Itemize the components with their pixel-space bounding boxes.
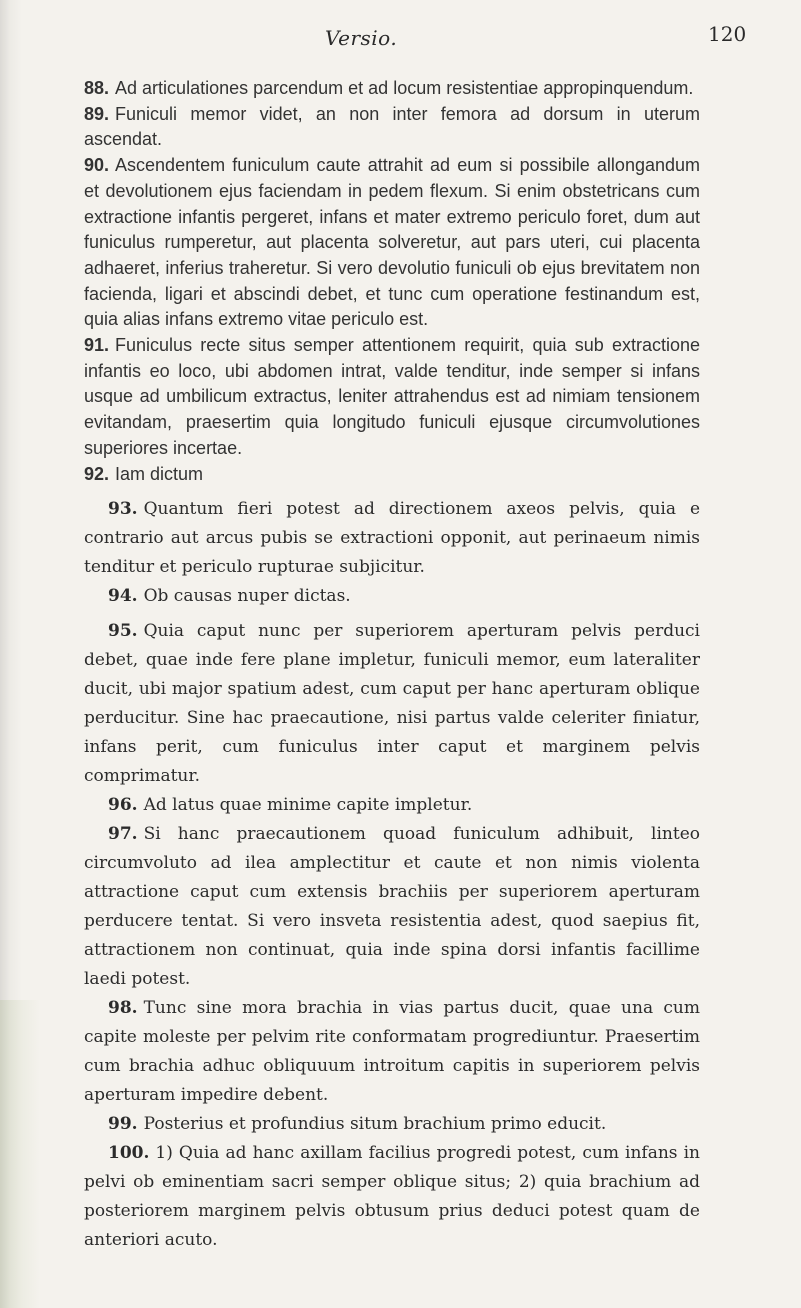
- paragraph-92: [84, 462, 700, 488]
- paragraph-number: 99.: [108, 1114, 138, 1135]
- page-number: 120: [708, 22, 747, 46]
- paragraph-88: [84, 76, 700, 102]
- paragraph-text: Si hanc praecautionem quoad funiculum adhibuit, linteo circumvoluto ad ilea amplectitur et caute et non nimis violenta attractione caput cum extensis brachiis per superiorem aperturam perducere tentat. Si vero insveta resistentia adest, quod saepius fit, attractionem non continuat, quia inde spina dorsi infantis facillime laedi potest.: [84, 824, 700, 990]
- paragraph-number: 92.: [84, 463, 110, 484]
- paragraph-number: 88.: [84, 78, 110, 98]
- paragraph-text: Tunc sine mora brachia in vias partus ducit, quae una cum capite moleste per pelvim rite conformatam progrediuntur. Praesertim cum brachia adhuc obliquuum introitum capitis in superiorem pelvis aperturam impedire debent.: [84, 998, 700, 1106]
- paragraph-98: [84, 994, 700, 1110]
- paragraph-number: 94.: [108, 586, 138, 607]
- paragraph-number: 89.: [84, 103, 110, 124]
- paragraph-99: [84, 1110, 700, 1139]
- paragraph-number: 96.: [108, 795, 138, 816]
- paragraph-text: Quia caput nunc per superiorem aperturam pelvis perduci debet, quae inde fere plane impletur, funiculi memor, eum lateraliter ducit, ubi major spatium adest, cum caput per hanc aperturam oblique perducitur. Sine hac praecautione, nisi partus valde celeriter finiatur, infans perit, cum funiculus inter caput et marginem pelvis comprimatur.: [84, 621, 700, 787]
- paragraph-text: Ad latus quae minime capite impletur.: [143, 795, 473, 816]
- paragraph-93: [84, 495, 700, 582]
- paragraph-text: 1) Quia ad hanc axillam facilius progredi potest, cum infans in pelvi ob eminentiam sacri semper oblique situs; 2) quia brachium ad posteriorem marginem pelvis obtusum prius deduci potest quam de anteriori acuto.: [84, 1143, 700, 1251]
- paragraph-number: 93.: [108, 499, 138, 520]
- paragraph-89: [84, 102, 700, 153]
- running-title: Versio.: [325, 26, 398, 50]
- paragraph-number: 98.: [108, 998, 138, 1019]
- paragraph-95: [84, 617, 700, 791]
- paragraph-text: Funiculus recte situs semper attentionem requirit, quia sub extractione infantis eo loco, ubi abdomen intrat, valde tenditur, inde semper si infans usque ad umbilicum extractus, leniter attrahendus est ad nimiam tensionem evitandam, praesertim quia longitudo funiculi ejusque circumvolutiones superiores incertae.: [84, 335, 700, 458]
- paragraph-94: [84, 582, 700, 611]
- paragraphs-93-100: [84, 495, 700, 1255]
- paragraph-number: 90.: [84, 155, 110, 176]
- paragraph-text: Ad articulationes parcendum et ad locum resistentiae appropinquendum.: [115, 78, 694, 98]
- paragraphs-88-91: [84, 76, 700, 487]
- paragraph-text: Quantum fieri potest ad directionem axeos pelvis, quia e contrario aut arcus pubis se extractioni opponit, aut perinaeum nimis tenditur et periculo rupturae subjicitur.: [84, 499, 700, 578]
- running-head: [0, 22, 801, 56]
- paragraph-100: [84, 1139, 700, 1255]
- paragraph-97: [84, 820, 700, 994]
- paragraph-number: 91.: [84, 335, 110, 356]
- paragraph-number: 97.: [108, 824, 138, 845]
- paragraph-91: [84, 333, 700, 462]
- body-text: [84, 76, 700, 1255]
- paragraph-text: Iam dictum: [115, 463, 204, 484]
- page-stain: [0, 1000, 40, 1308]
- paragraph-text: Posterius et profundius situm brachium primo educit.: [143, 1114, 607, 1135]
- paragraph-96: [84, 791, 700, 820]
- paragraph-90: [84, 153, 700, 333]
- paragraph-text: Funiculi memor videt, an non inter femora ad dorsum in uterum ascendat.: [84, 103, 700, 150]
- paragraph-number: 100.: [108, 1143, 150, 1164]
- paragraph-text: Ascendentem funiculum caute attrahit ad eum si possibile allongandum et devolutionem ejus faciendam in pedem flexum. Si enim obstetricans cum extractione infantis pergeret, infans et mater extremo periculo foret, dum aut funiculus rumperetur, aut placenta solveretur, aut pars uteri, cui placenta adhaeret, inferius traheretur. Si vero devolutio funiculi ob ejus brevitatem non facienda, ligari et abscindi debet, et tunc cum operatione festinandum est, quia alias infans extremo vitae periculo est.: [84, 155, 700, 330]
- paragraph-text: Ob causas nuper dictas.: [143, 586, 351, 607]
- paragraph-number: 95.: [108, 621, 138, 642]
